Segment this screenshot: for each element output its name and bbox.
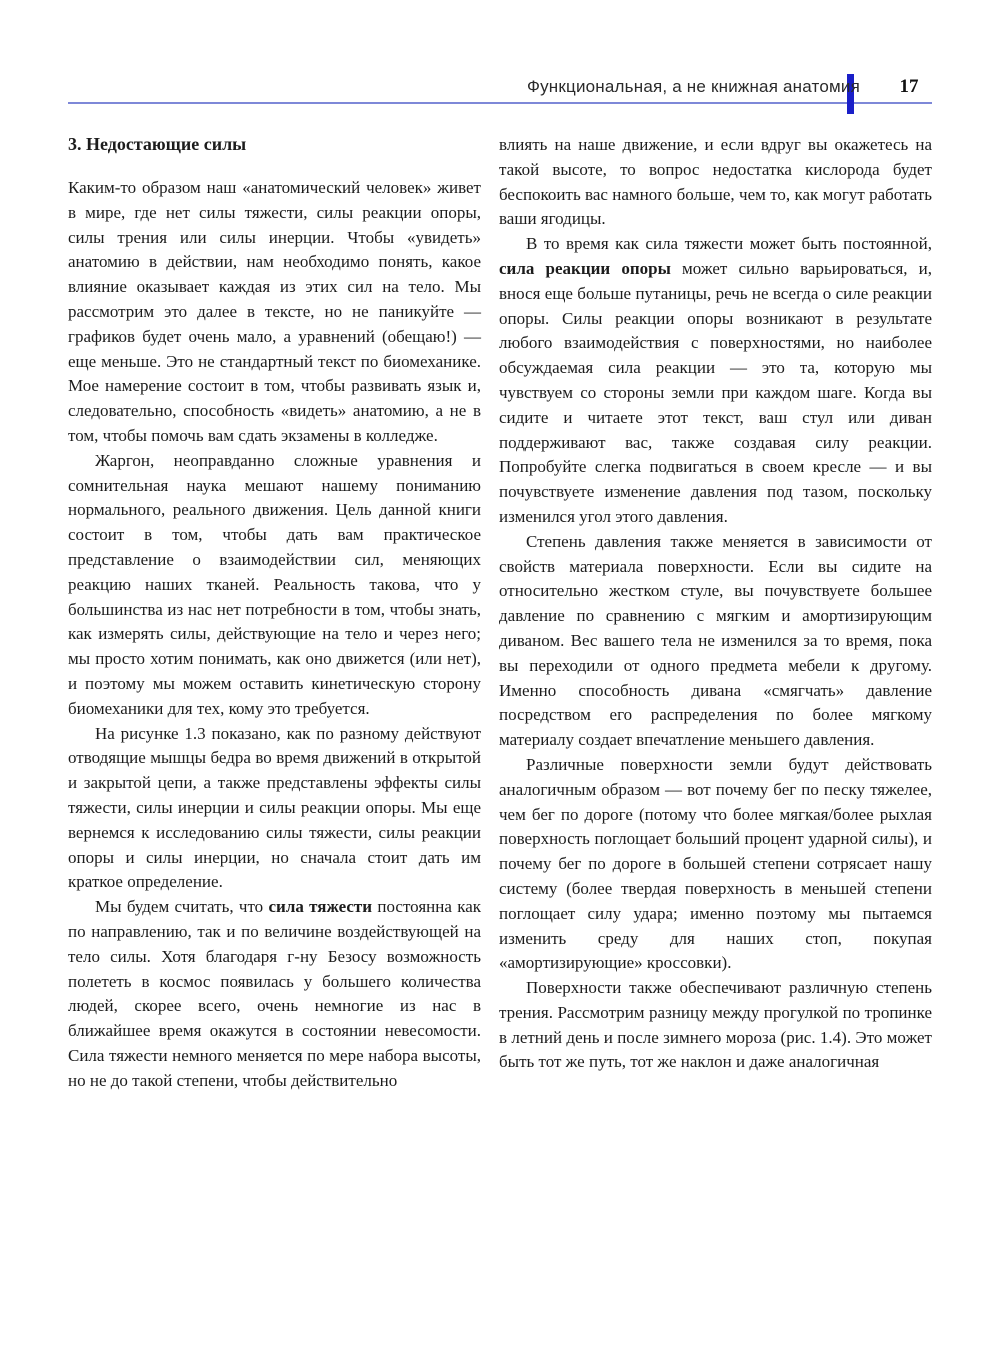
paragraph-text: может сильно варьироваться, и, внося еще больше путаницы, речь не всегда о силе реакции опоры. Силы реакции опоры возникают в результате любого взаимодействия с поверхностями, но наиболее обсуждаемая сила реакции — это та, которую мы чувствуем со стороны земли при каждом шаге. Когда вы сидите и читаете этот текст, ваш стул или диван поддерживают вас, также создавая силу реакции. Попробуйте слегка подвигаться в своем кресле — и вы почувствуете изменение давления под тазом, поскольку изменился угол этого давления. <box>499 258 932 526</box>
paragraph-text: постоянна как по направлению, так и по величине воздействующей на тело силы. Хотя благодаря г-ну Безосу возможность полететь в космос появилась у большего количества людей, скорее всего, очень немногие из нас в ближайшее время окажутся в состоянии невесомости. Сила тяжести немного меняется по мере набора высоты, но не до такой степени, чтобы действительно <box>68 897 482 1090</box>
paragraph: Степень давления также меняется в зависимости от свойств материала поверхности. Если вы сидите на относительно жестком стуле, вы почувствуете большее давление по сравнению с мягким и амортизирующим диваном. Вес вашего тела не изменился за то время, пока вы переходили от одного предмета мебели к другому. Именно способность дивана «смягчать» давление посредством его распределения по более мягкому материалу создает впечатление меньшего давления. <box>499 531 932 750</box>
paragraph: влиять на наше движение, и если вдруг вы окажетесь на такой высоте, то вопрос недостатка кислорода будет беспокоить вас намного больше, чем то, как могут работать ваши ягодицы. <box>499 135 932 229</box>
paragraph <box>68 895 481 1093</box>
bold-term-gravity: сила тяжести <box>268 897 373 917</box>
page-header <box>68 72 932 104</box>
bold-term-ground-reaction-force: сила реакции опоры <box>499 258 671 278</box>
paragraph: Различные поверхности земли будут действовать аналогичным образом — вот почему бег по песку тяжелее, чем бег по дороге (потому что более мягкая/более рыхлая поверхность поглощает больший процент ударной силы), и почему бег по дороге в большей степени сотрясает нашу систему (более твердая поверхность в меньшей степени поглощает силу удара; именно поэтому мы пытаемся изменить среду для наших стоп, покупая «амортизирующие» кроссовки). <box>499 754 932 973</box>
header-row <box>68 76 932 98</box>
paragraph: На рисунке 1.3 показано, как по разному действуют отводящие мышцы бедра во время движений в открытой и закрытой цепи, а также представлены эффекты силы тяжести, силы инерции и силы реакции опоры. Мы еще вернемся к исследованию силы тяжести, силы реакции опоры и силы инерции, но сначала стоит дать им краткое определение. <box>68 723 481 892</box>
running-head: Функциональная, а не книжная анатомия <box>526 77 860 96</box>
text-columns <box>68 133 932 1093</box>
paragraph-text: В то время как сила тяжести может быть постоянной, <box>526 234 932 254</box>
section-heading: 3. Недостающие силы <box>68 134 247 154</box>
paragraph <box>499 232 932 530</box>
paragraph: Каким-то образом наш «анатомический человек» живет в мире, где нет силы тяжести, силы реакции опоры, силы трения или силы инерции. Чтобы «увидеть» анатомию в действии, нам необходимо понять, какое влияние оказывает каждая из этих сил на тело. Мы рассмотрим это далее в тексте, но не паникуйте — графиков будет очень мало, а уравнений (обещаю!) — еще меньше. Это не стандартный текст по биомеханике. Мое намерение состоит в том, чтобы развивать язык и, следовательно, способность «видеть» анатомию, а не в том, чтобы помочь вам сдать экзамены в колледже. <box>68 178 481 445</box>
paragraph-text: Мы будем считать, что <box>95 897 269 917</box>
page-number: 17 <box>899 76 919 97</box>
right-column <box>499 133 932 1093</box>
left-column <box>68 133 481 1093</box>
paragraph: Жаргон, неоправданно сложные уравнения и сомнительная наука мешают нашему пониманию нормального, реального движения. Цель данной книги состоит в том, чтобы дать вам практическое представление о взаимодействии сил, меняющих реакцию наших тканей. Реальность такова, что у большинства из нас нет потребности в том, чтобы знать, как измерять силы, действующие на тело и через него; мы просто хотим понимать, как оно движется (или нет), и поэтому мы можем оставить кинетическую сторону биомеханики для тех, кому это требуется. <box>68 450 481 718</box>
paragraph: Поверхности также обеспечивают различную степень трения. Рассмотрим разницу между прогулкой по тропинке в летний день и после зимнего мороза (рис. 1.4). Это может быть тот же путь, тот же наклон и даже аналогичная <box>499 978 932 1072</box>
